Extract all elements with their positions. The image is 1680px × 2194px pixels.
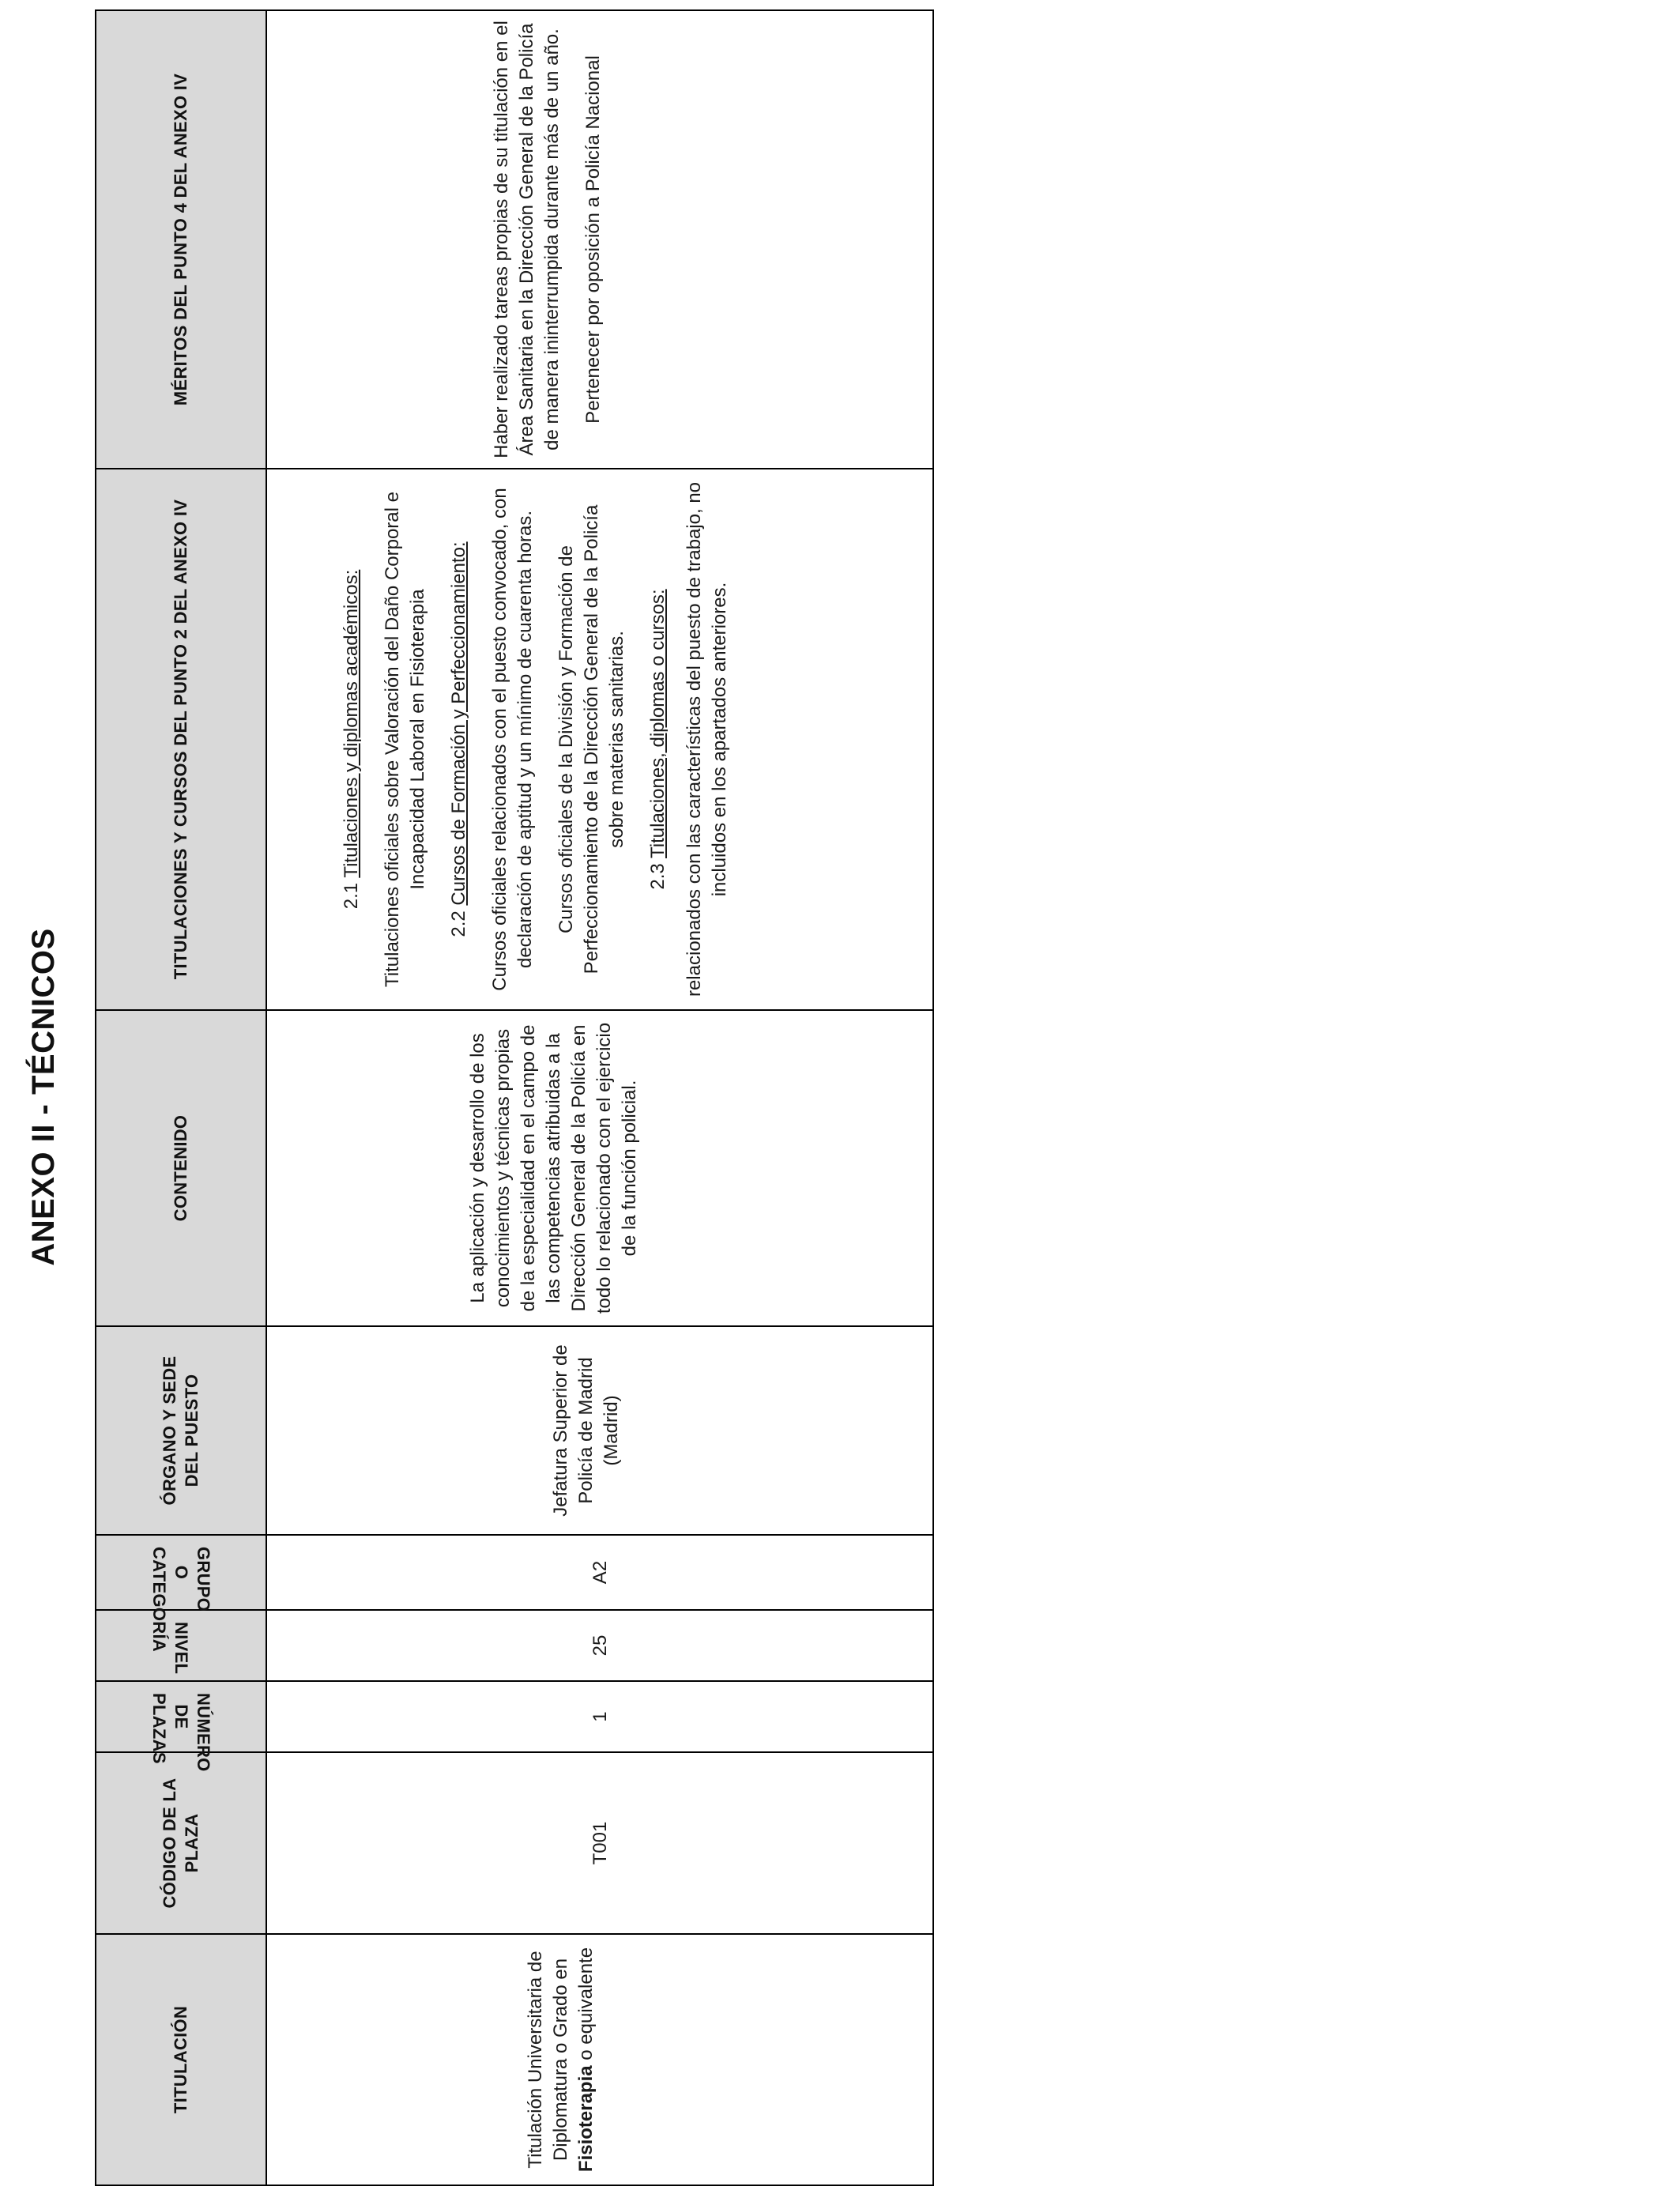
section-2-3-body: relacionados con las características del puesto de trabajo, no incluidos en los apartados anteriores. <box>684 481 730 997</box>
cell-organo-text: Jefatura Superior de Policía de Madrid (Madrid) <box>550 1344 622 1517</box>
section-2-1-number: 2.1 <box>341 877 362 910</box>
cell-contenido-text: La aplicación y desarrollo de los conocimientos y técnicas propias de la especialidad en el campo de las competencias atribuidas a la Dirección General de la Policía en todo lo relacionado con el ejercicio de la función policial. <box>467 1022 640 1314</box>
section-2-2-body-1: Cursos oficiales relacionados con el puesto convocado, con declaración de aptitud y un mínimo de cuarenta horas. <box>489 488 536 991</box>
cell-codigo <box>266 1752 933 1934</box>
table-header-row <box>96 10 266 2185</box>
header-titulacion-label: TITULACIÓN <box>171 2005 190 2114</box>
titulaciones-cursos-block <box>334 469 753 1009</box>
cell-organo <box>266 1326 933 1535</box>
cell-grupo <box>266 1535 933 1610</box>
cell-titulacion-text <box>518 1935 604 2185</box>
header-contenido <box>96 1010 266 1326</box>
section-2-2-number: 2.2 <box>448 905 469 937</box>
header-titulacion <box>96 1934 266 2185</box>
meritos-block <box>484 11 627 468</box>
cell-codigo-text: T001 <box>590 1821 611 1865</box>
section-2-2-heading <box>446 479 472 1000</box>
section-2-1-title: Titulaciones y diplomas académicos: <box>341 569 362 878</box>
section-2-1-body: Titulaciones oficiales sobre Valoración del Daño Corporal e Incapacidad Laboral en Fisioterapia <box>382 492 428 987</box>
header-titulaciones-cursos <box>96 469 266 1010</box>
titulacion-text-bold: Fisioterapia <box>575 2065 597 2173</box>
annex-table <box>95 9 934 2186</box>
header-organo-label: ÓRGANO Y SEDE DEL PUESTO <box>160 1355 202 1506</box>
header-meritos-label: MÉRITOS DEL PUNTO 4 DEL ANEXO IV <box>171 73 190 406</box>
header-titulaciones-cursos-label: TITULACIONES Y CURSOS DEL PUNTO 2 DEL ANEXO IV <box>171 499 190 980</box>
cell-meritos <box>266 10 933 469</box>
header-grupo-label: GRUPO O CATEGORÍA <box>149 1547 213 1653</box>
header-codigo <box>96 1752 266 1934</box>
section-2-3-number: 2.3 <box>647 858 669 890</box>
section-2-1-heading <box>339 479 364 1000</box>
cell-numero-plazas-text: 1 <box>590 1711 611 1722</box>
titulacion-text-before: Titulación Universitaria de Diplomatura o Grado en <box>525 1951 571 2169</box>
table-row <box>266 10 933 2185</box>
cell-titulaciones-cursos <box>266 469 933 1010</box>
cell-titulacion <box>266 1934 933 2185</box>
meritos-paragraph-2: Pertenecer por oposición a Policía Nacional <box>582 55 604 424</box>
header-contenido-label: CONTENIDO <box>171 1114 190 1222</box>
cell-nivel <box>266 1610 933 1681</box>
header-numero-plazas-label: NÚMERO DE PLAZAS <box>149 1693 213 1772</box>
header-numero-plazas <box>96 1681 266 1772</box>
cell-numero-plazas <box>266 1681 933 1752</box>
cell-contenido <box>266 1010 933 1326</box>
titulacion-text-after: o equivalente <box>575 1947 597 2066</box>
cell-nivel-text: 25 <box>590 1634 611 1657</box>
document-title: ANEXO II - TÉCNICOS <box>26 928 61 1266</box>
section-2-3-title: Titulaciones, diplomas o cursos: <box>647 589 669 858</box>
header-codigo-label: CÓDIGO DE LA PLAZA <box>160 1777 202 1909</box>
section-2-2-body-2: Cursos oficiales de la División y Formación de Perfeccionamiento de la Dirección General de la Policía sobre materias sanitarias. <box>556 504 627 974</box>
cell-grupo-text: A2 <box>590 1560 611 1585</box>
section-2-3-heading <box>646 479 671 1000</box>
meritos-paragraph-1: Haber realizado tareas propias de su titulación en el Área Sanitaria en la Dirección General de la Policía de manera ininterrumpida durante más de un año. <box>491 21 563 458</box>
header-nivel <box>96 1610 266 1681</box>
header-organo <box>96 1326 266 1535</box>
section-2-2-title: Cursos de Formación y Perfeccionamiento: <box>448 541 469 906</box>
header-meritos <box>96 10 266 469</box>
header-nivel-label: NIVEL <box>171 1622 191 1675</box>
